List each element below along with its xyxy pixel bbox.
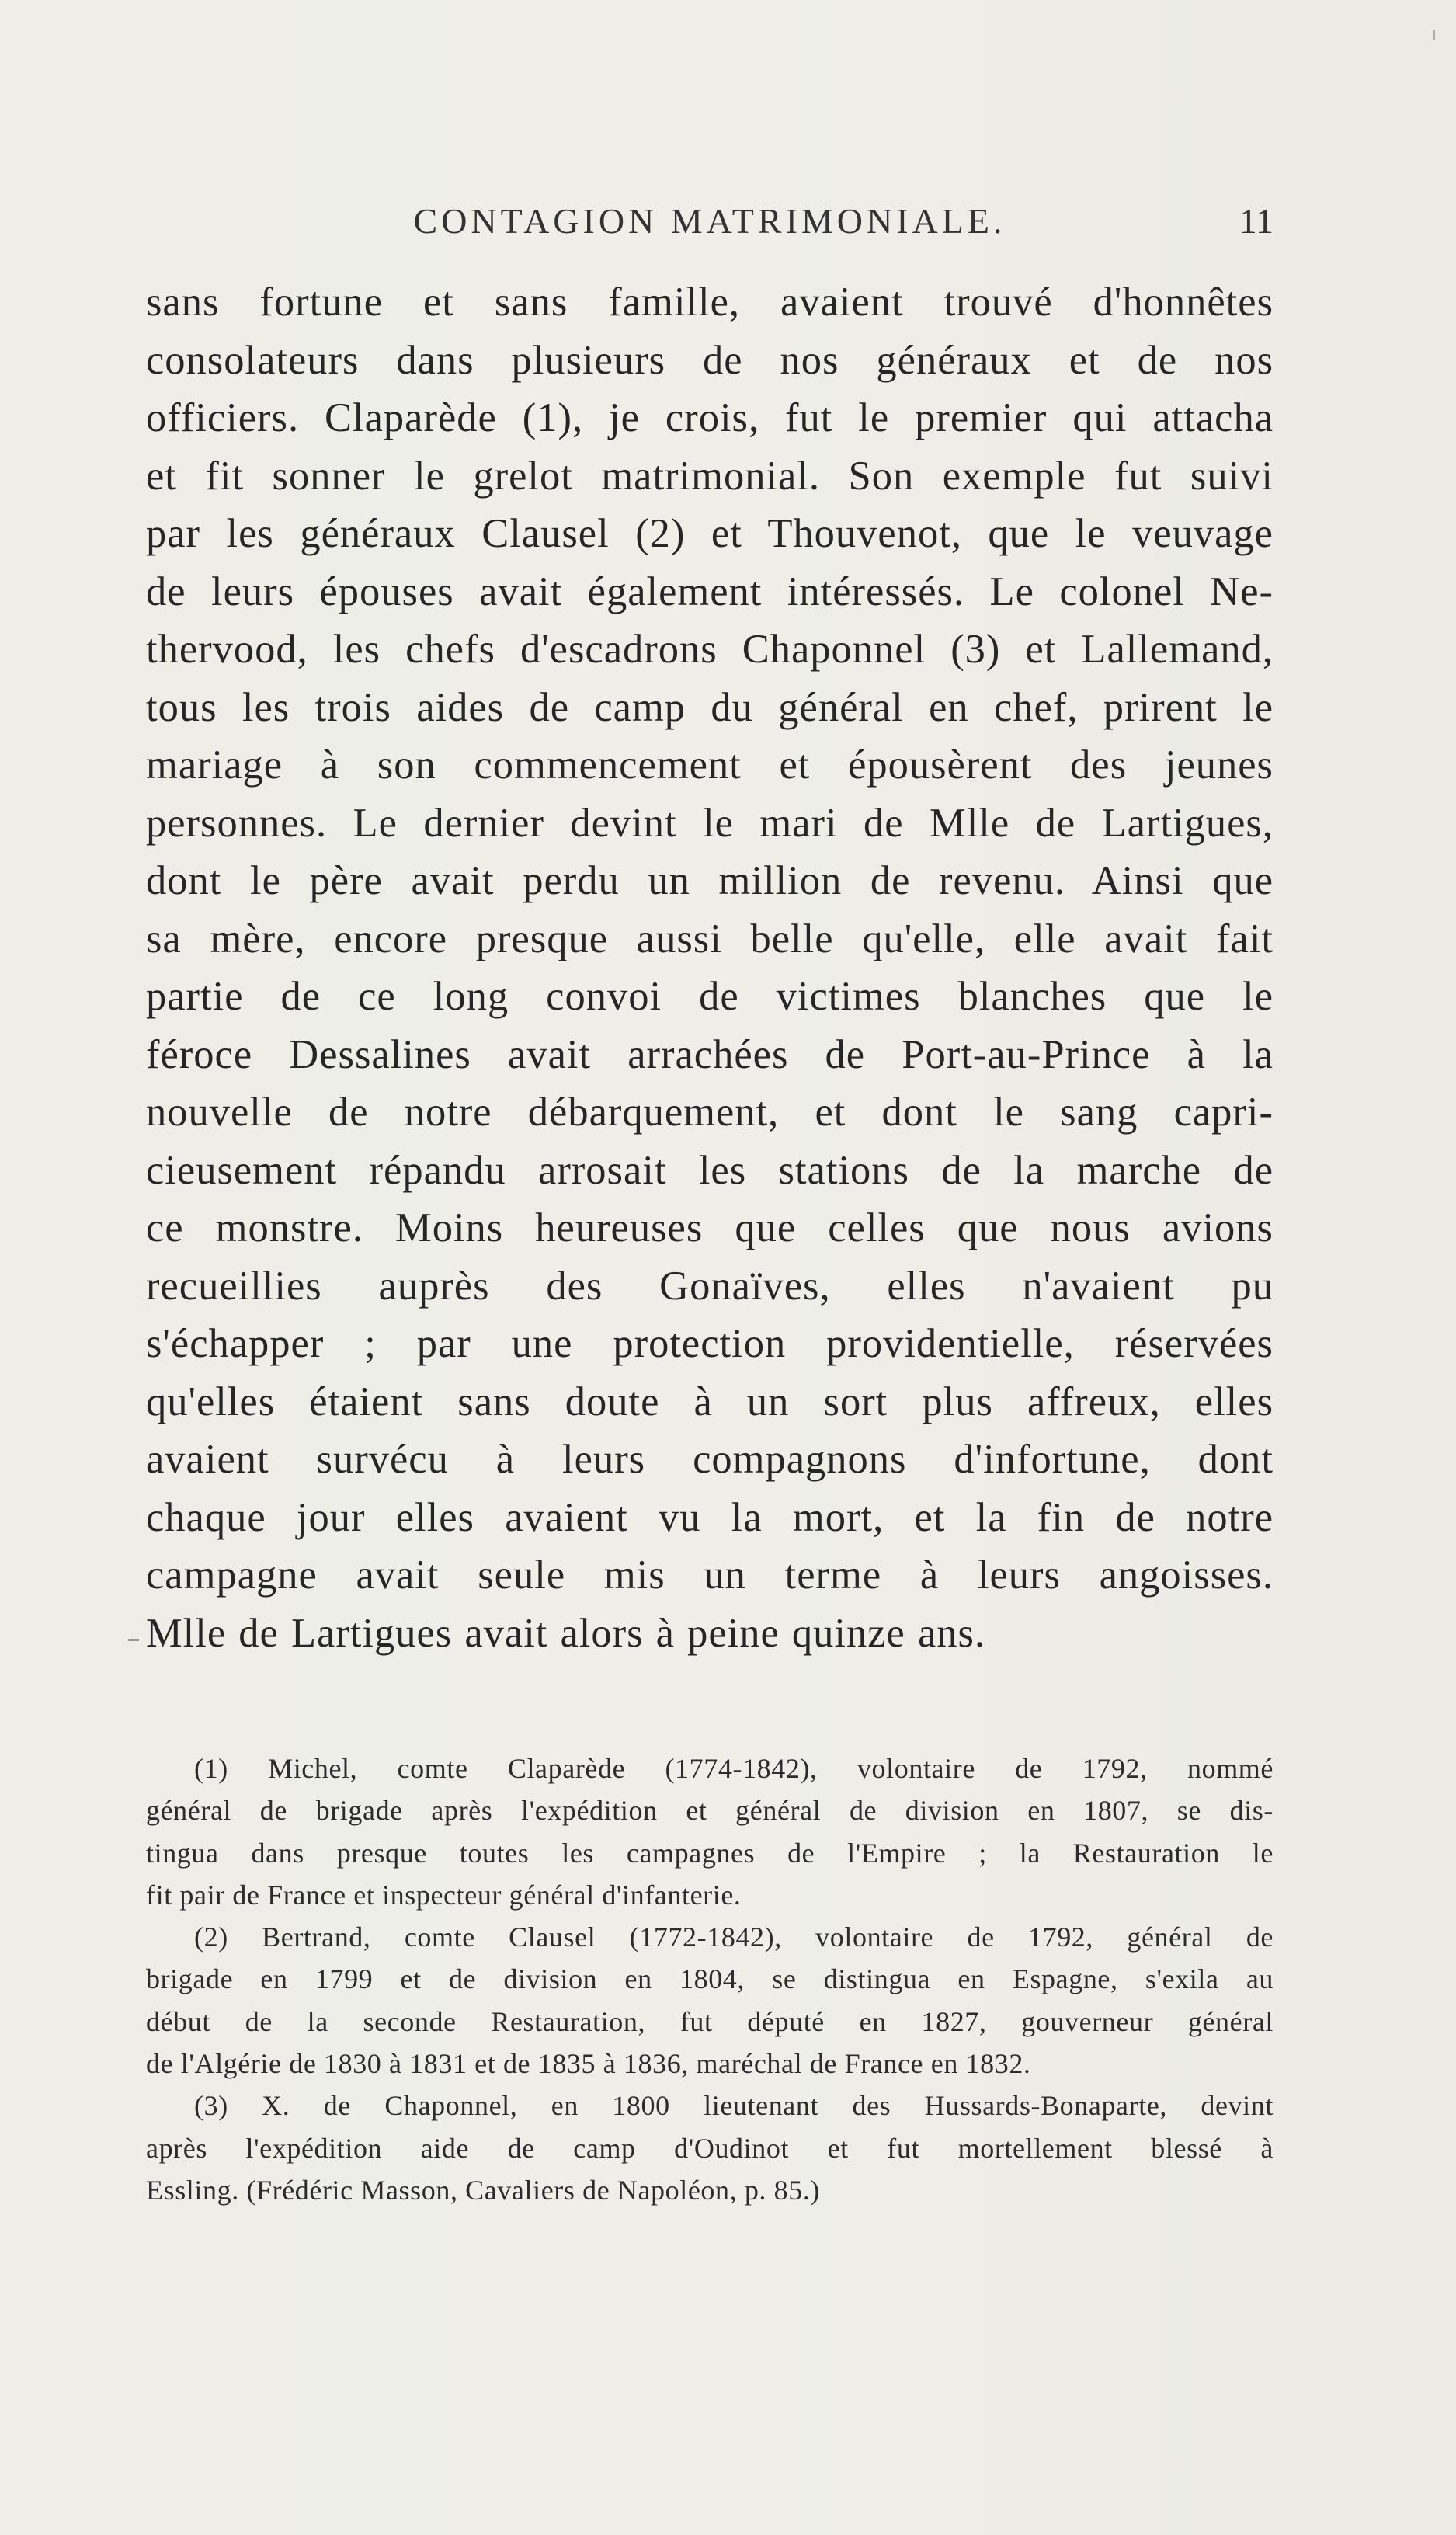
footnotes	[146, 1747, 1274, 2211]
running-head	[146, 200, 1274, 255]
body-line: thervood, les chefs d'escadrons Chaponnel (3) et Lallemand,	[146, 627, 1274, 672]
body-line: partie de ce long convoi de victimes blanches que le	[146, 974, 1274, 1019]
footnote-line: brigade en 1799 et de division en 1804, se distingua en Espagne, s'exila au	[146, 1963, 1274, 1995]
footnote-line: Essling. (Frédéric Masson, Cavaliers de Napoléon, p. 85.)	[146, 2174, 821, 2206]
body-line: sa mère, encore presque aussi belle qu'elle, elle avait fait	[146, 916, 1274, 961]
footnote-text: Michel, comte Claparède (1774-1842), volontaire de 1792, nommé	[268, 1753, 1274, 1784]
footnote-line: tingua dans presque toutes les campagnes de l'Empire ; la Restauration le	[146, 1837, 1274, 1869]
scan-corner-mark	[1433, 30, 1435, 40]
body-line: s'échapper ; par une protection providentielle, réservées	[146, 1321, 1274, 1366]
body-line: par les généraux Clausel (2) et Thouvenot, que le veuvage	[146, 511, 1274, 556]
body-line: dont le père avait perdu un million de revenu. Ainsi que	[146, 858, 1274, 903]
body-line: nouvelle de notre débarquement, et dont le sang capri-	[146, 1090, 1274, 1135]
footnote-text: Bertrand, comte Clausel (1772-1842), volontaire de 1792, général de	[262, 1921, 1274, 1953]
body-line: recueillies auprès des Gonaïves, elles n'avaient pu	[146, 1263, 1274, 1309]
body-line: personnes. Le dernier devint le mari de Mlle de Lartigues,	[146, 800, 1274, 846]
page-number: 11	[1239, 201, 1274, 241]
footnote-marker: (2)	[194, 1921, 228, 1953]
body-line: mariage à son commencement et épousèrent des jeunes	[146, 742, 1274, 788]
body-line: qu'elles étaient sans doute à un sort plus affreux, elles	[146, 1379, 1274, 1424]
body-line: sans fortune et sans famille, avaient trouvé d'honnêtes	[146, 280, 1274, 325]
footnote-line: de l'Algérie de 1830 à 1831 et de 1835 à 1836, maréchal de France en 1832.	[146, 2048, 1031, 2080]
footnote-line: début de la seconde Restauration, fut député en 1827, gouverneur général	[146, 2005, 1274, 2037]
body-line: campagne avait seule mis un terme à leurs angoisses.	[146, 1553, 1274, 1598]
body-line: officiers. Claparède (1), je crois, fut le premier qui attacha	[146, 395, 1274, 440]
body-line: féroce Dessalines avait arrachées de Port-au-Prince à la	[146, 1031, 1274, 1077]
footnote-1	[146, 1747, 1274, 1916]
running-title: CONTAGION MATRIMONIALE.	[413, 201, 1006, 241]
footnote-marker: (1)	[194, 1753, 228, 1784]
footnote-line	[146, 2085, 1274, 2126]
footnote-3	[146, 2085, 1274, 2211]
body-line: tous les trois aides de camp du général en chef, prirent le	[146, 684, 1274, 730]
footnote-marker: (3)	[194, 2090, 228, 2122]
body-line: ce monstre. Moins heureuses que celles que nous avions	[146, 1205, 1274, 1250]
body-line: avaient survécu à leurs compagnons d'infortune, dont	[146, 1437, 1274, 1482]
footnote-line	[146, 1747, 1274, 1789]
body-line: cieusement répandu arrosait les stations de la marche de	[146, 1147, 1274, 1193]
margin-mark	[128, 1639, 139, 1641]
body-line: chaque jour elles avaient vu la mort, et la fin de notre	[146, 1494, 1274, 1540]
footnote-line: après l'expédition aide de camp d'Oudinot et fut mortellement blessé à	[146, 2132, 1274, 2164]
body-text	[146, 273, 1274, 1662]
footnote-line	[146, 1916, 1274, 1958]
footnote-2	[146, 1916, 1274, 2085]
body-line: de leurs épouses avait également intéressés. Le colonel Ne-	[146, 569, 1274, 614]
body-line: consolateurs dans plusieurs de nos généraux et de nos	[146, 337, 1274, 383]
footnote-text: X. de Chaponnel, en 1800 lieutenant des Hussards-Bonaparte, devint	[262, 2090, 1274, 2122]
footnote-line: fit pair de France et inspecteur général d'infanterie.	[146, 1879, 742, 1911]
body-line: Mlle de Lartigues avait alors à peine quinze ans.	[146, 1610, 986, 1656]
body-line: et fit sonner le grelot matrimonial. Son exemple fut suivi	[146, 453, 1274, 499]
footnote-line: général de brigade après l'expédition et général de division en 1807, se dis-	[146, 1795, 1274, 1827]
